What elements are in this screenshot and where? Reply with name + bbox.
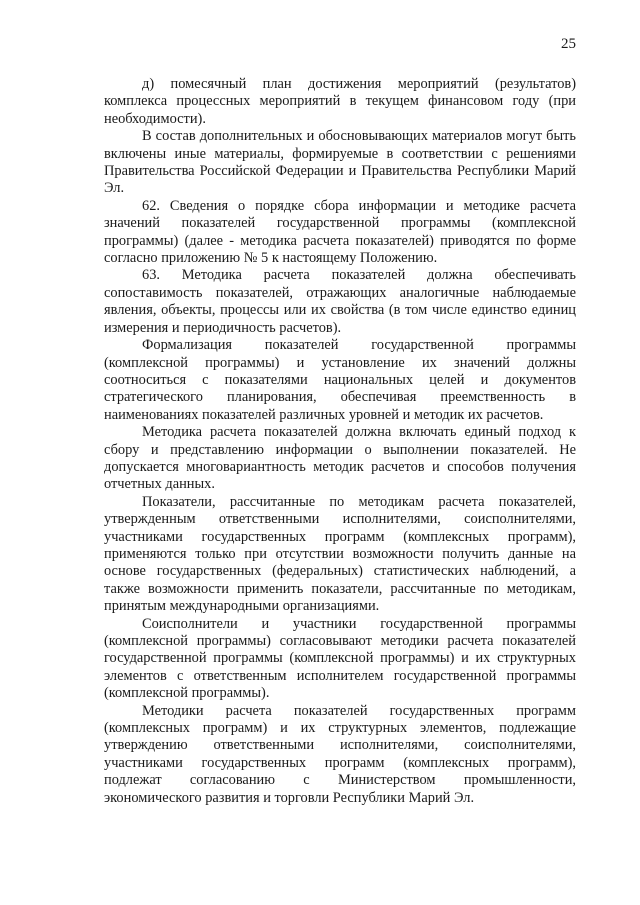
- paragraph-62: 62. Сведения о порядке сбора информации и методике расчета значений показателей государственной программы (комплексной программы) (далее - методика расчета показателей) приводятся по форме согласно приложению № 5 к настоящему Положению.: [104, 197, 576, 267]
- paragraph-additional-materials: В состав дополнительных и обосновывающих материалов могут быть включены иные материалы, формируемые в соответствии с решениями Правительства Российской Федерации и Правительства Республики Марий Эл.: [104, 128, 576, 197]
- paragraph-formalization: Формализация показателей государственной программы (комплексной программы) и установление их значений должны соотноситься с показателями национальных целей и документов стратегического планирования, обеспечивая преемственность в наименованиях показателей различных уровней и методик их расчетов.: [104, 337, 576, 423]
- document-body: [104, 76, 576, 807]
- paragraph-d-monthly-plan: д) помесячный план достижения мероприятий (результатов) комплекса процессных мероприятий в текущем финансовом году (при необходимости).: [104, 76, 576, 127]
- page-number: 25: [561, 36, 576, 52]
- paragraph-calculated-indicators: Показатели, рассчитанные по методикам расчета показателей, утвержденным ответственными исполнителями, соисполнителями, участниками государственных программ (комплексных программ), применяются только при отсутствии возможности получить данные на основе государственных (федеральных) статистических наблюдений, а также возможности применить показатели, рассчитанные по методикам, принятым международными организациями.: [104, 493, 576, 615]
- paragraph-unified-approach: Методика расчета показателей должна включать единый подход к сбору и представлению информации о выполнении показателей. Не допускается многовариантность методик расчетов и способов получения отчетных данных.: [104, 424, 576, 493]
- paragraph-63: 63. Методика расчета показателей должна обеспечивать сопоставимость показателей, отражающих аналогичные наблюдаемые явления, объекты, процессы или их свойства (в том числе единство единиц измерения и периодичность расчетов).: [104, 267, 576, 336]
- paragraph-approval: Методики расчета показателей государственных программ (комплексных программ) и их структурных элементов, подлежащие утверждению ответственными исполнителями, соисполнителями, участниками государственных программ (комплексных программ), подлежат согласованию с Министерством промышленности, экономического развития и торговли Республики Марий Эл.: [104, 702, 576, 806]
- paragraph-co-executors: Соисполнители и участники государственной программы (комплексной программы) согласовывают методики расчета показателей государственной программы (комплексной программы) и их структурных элементов с ответственным исполнителем государственной программы (комплексной программы).: [104, 615, 576, 702]
